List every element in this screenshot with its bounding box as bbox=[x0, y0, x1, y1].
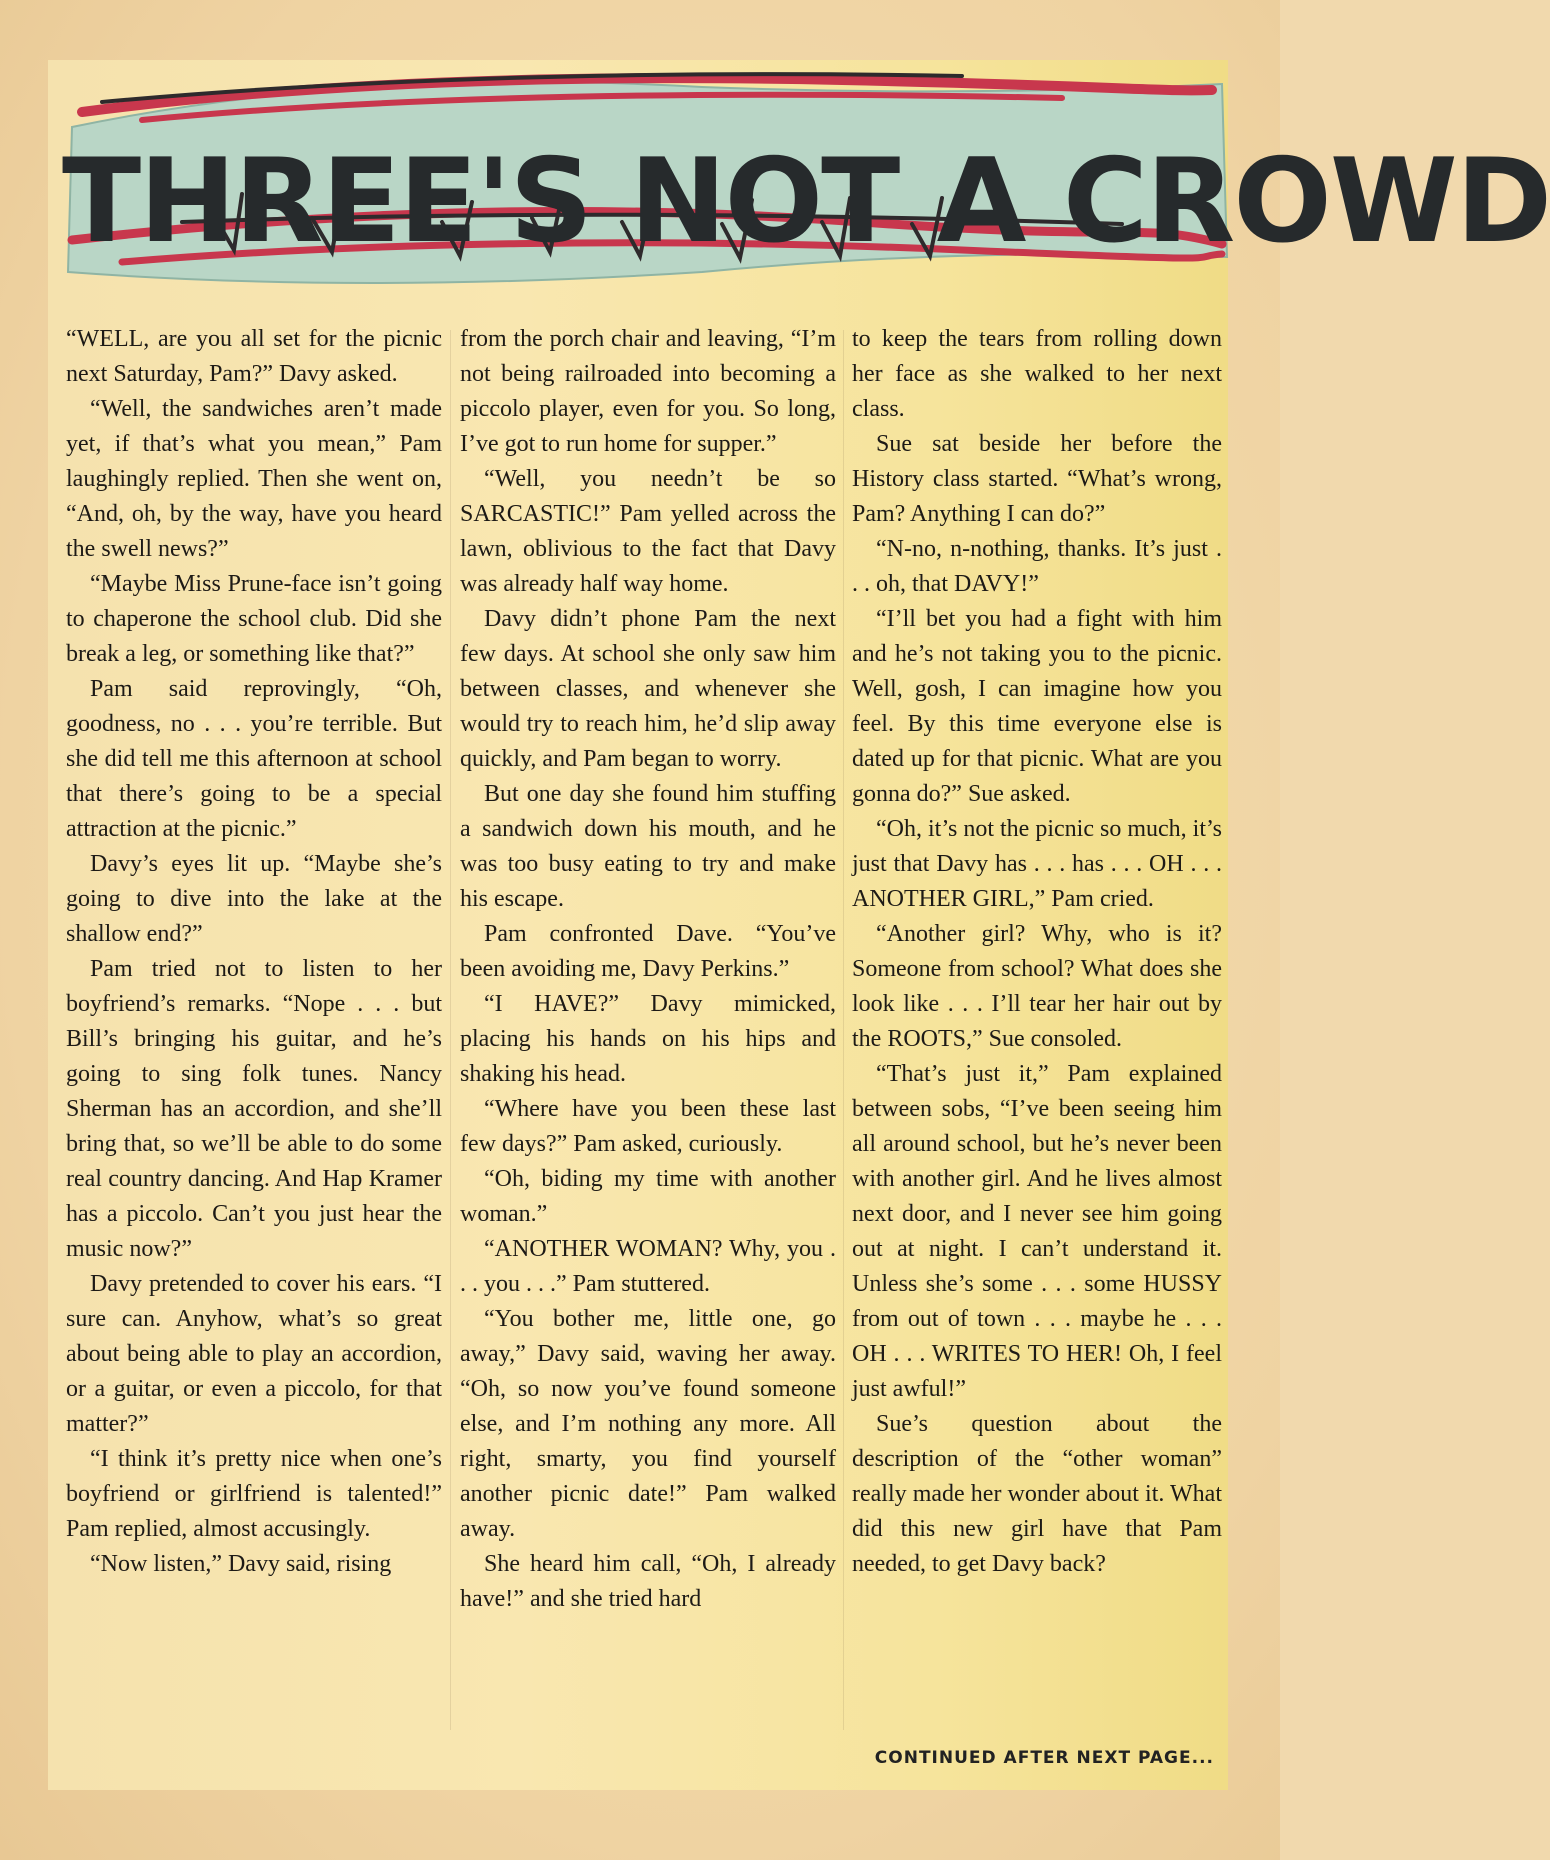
paragraph: “WELL, are you all set for the picnic next Saturday, Pam?” Davy asked. bbox=[66, 326, 442, 387]
paragraph: “That’s just it,” Pam explained between sobs, “I’ve been seeing him all around school, but he’s never been with another girl. And he lives almost next door, and I never see him going out at night. I can’t understand it. Unless she’s some . . . some HUSSY from out of town . . . maybe he . . . OH . . . WRITES TO HER! Oh, I feel just awful!” bbox=[852, 1061, 1222, 1402]
paragraph: from the porch chair and leaving, “I’m not being railroaded into becoming a piccolo player, even for you. So long, I’ve got to run home for supper.” bbox=[460, 326, 836, 457]
paragraph: “I HAVE?” Davy mimicked, placing his hands on his hips and shaking his head. bbox=[460, 991, 836, 1087]
paragraph: “Another girl? Why, who is it? Someone from school? What does she look like . . . I’ll tear her hair out by the ROOTS,” Sue consoled. bbox=[852, 921, 1222, 1052]
paragraph: “Oh, biding my time with another woman.” bbox=[460, 1166, 836, 1227]
paragraph: “Now listen,” Davy said, rising bbox=[90, 1551, 392, 1577]
paragraph: Pam tried not to listen to her boyfriend’s remarks. “Nope . . . but Bill’s bringing his guitar, and he’s going to sing folk tunes. Nancy Sherman has an accordion, and she’ll bring that, so we’ll be able to do some real country dancing. And Hap Kramer has a piccolo. Can’t you just hear the music now?” bbox=[66, 956, 442, 1262]
paragraph: Pam said reprovingly, “Oh, goodness, no . . . you’re terrible. But she did tell me this afternoon at school that there’s going to be a special attraction at the picnic.” bbox=[66, 676, 442, 842]
paragraph: But one day she found him stuffing a sandwich down his mouth, and he was too busy eating to try and make his escape. bbox=[460, 781, 836, 912]
paragraph: “You bother me, little one, go away,” Davy said, waving her away. “Oh, so now you’ve found someone else, and I’m nothing any more. All right, smarty, you find yourself another picnic date!” Pam walked away. bbox=[460, 1306, 836, 1542]
column-divider bbox=[843, 330, 844, 1730]
paragraph: She heard him call, “Oh, I already have!” and she tried hard bbox=[460, 1551, 836, 1612]
paragraph: Davy’s eyes lit up. “Maybe she’s going to dive into the lake at the shallow end?” bbox=[66, 851, 442, 947]
text-column-3 bbox=[852, 322, 1222, 1742]
paragraph: “Oh, it’s not the picnic so much, it’s just that Davy has . . . has . . . OH . . . ANOTHER GIRL,” Pam cried. bbox=[852, 816, 1222, 912]
paragraph: “N-no, n-nothing, thanks. It’s just . . . oh, that DAVY!” bbox=[852, 536, 1222, 597]
text-column-1 bbox=[66, 322, 442, 1742]
paragraph: to keep the tears from rolling down her face as she walked to her next class. bbox=[852, 326, 1222, 422]
continued-notice: CONTINUED AFTER NEXT PAGE... bbox=[874, 1748, 1214, 1768]
story-title: THREE'S NOT A CROWD bbox=[62, 134, 1550, 269]
paragraph: Sue sat beside her before the History class started. “What’s wrong, Pam? Anything I can do?” bbox=[852, 431, 1222, 527]
paragraph: “I think it’s pretty nice when one’s boyfriend or girlfriend is talented!” Pam replied, almost accusingly. bbox=[66, 1446, 442, 1542]
paragraph: “Well, the sandwiches aren’t made yet, if that’s what you mean,” Pam laughingly replied. Then she went on, “And, oh, by the way, have you heard the swell news?” bbox=[66, 396, 442, 562]
column-divider bbox=[450, 330, 451, 1730]
paragraph: “Well, you needn’t be so SARCASTIC!” Pam yelled across the lawn, oblivious to the fact that Davy was already half way home. bbox=[460, 466, 836, 597]
paragraph: Davy didn’t phone Pam the next few days. At school she only saw him between classes, and whenever she would try to reach him, he’d slip away quickly, and Pam began to worry. bbox=[460, 606, 836, 772]
paragraph: “ANOTHER WOMAN? Why, you . . . you . . .” Pam stuttered. bbox=[460, 1236, 836, 1297]
paragraph: “Where have you been these last few days?” Pam asked, curiously. bbox=[460, 1096, 836, 1157]
paragraph: Davy pretended to cover his ears. “I sure can. Anyhow, what’s so great about being able to play an accordion, or a guitar, or even a piccolo, for that matter?” bbox=[66, 1271, 442, 1437]
paragraph: Pam confronted Dave. “You’ve been avoiding me, Davy Perkins.” bbox=[460, 921, 836, 982]
paragraph: Sue’s question about the description of the “other woman” really made her wonder about it. What did this new girl have that Pam needed, to get Davy back? bbox=[852, 1411, 1222, 1577]
paragraph: “Maybe Miss Prune-face isn’t going to chaperone the school club. Did she break a leg, or something like that?” bbox=[66, 571, 442, 667]
paragraph: “I’ll bet you had a fight with him and he’s not taking you to the picnic. Well, gosh, I can imagine how you feel. By this time everyone else is dated up for that picnic. What are you gonna do?” Sue asked. bbox=[852, 606, 1222, 807]
title-banner bbox=[62, 72, 1550, 302]
text-column-2 bbox=[460, 322, 836, 1742]
